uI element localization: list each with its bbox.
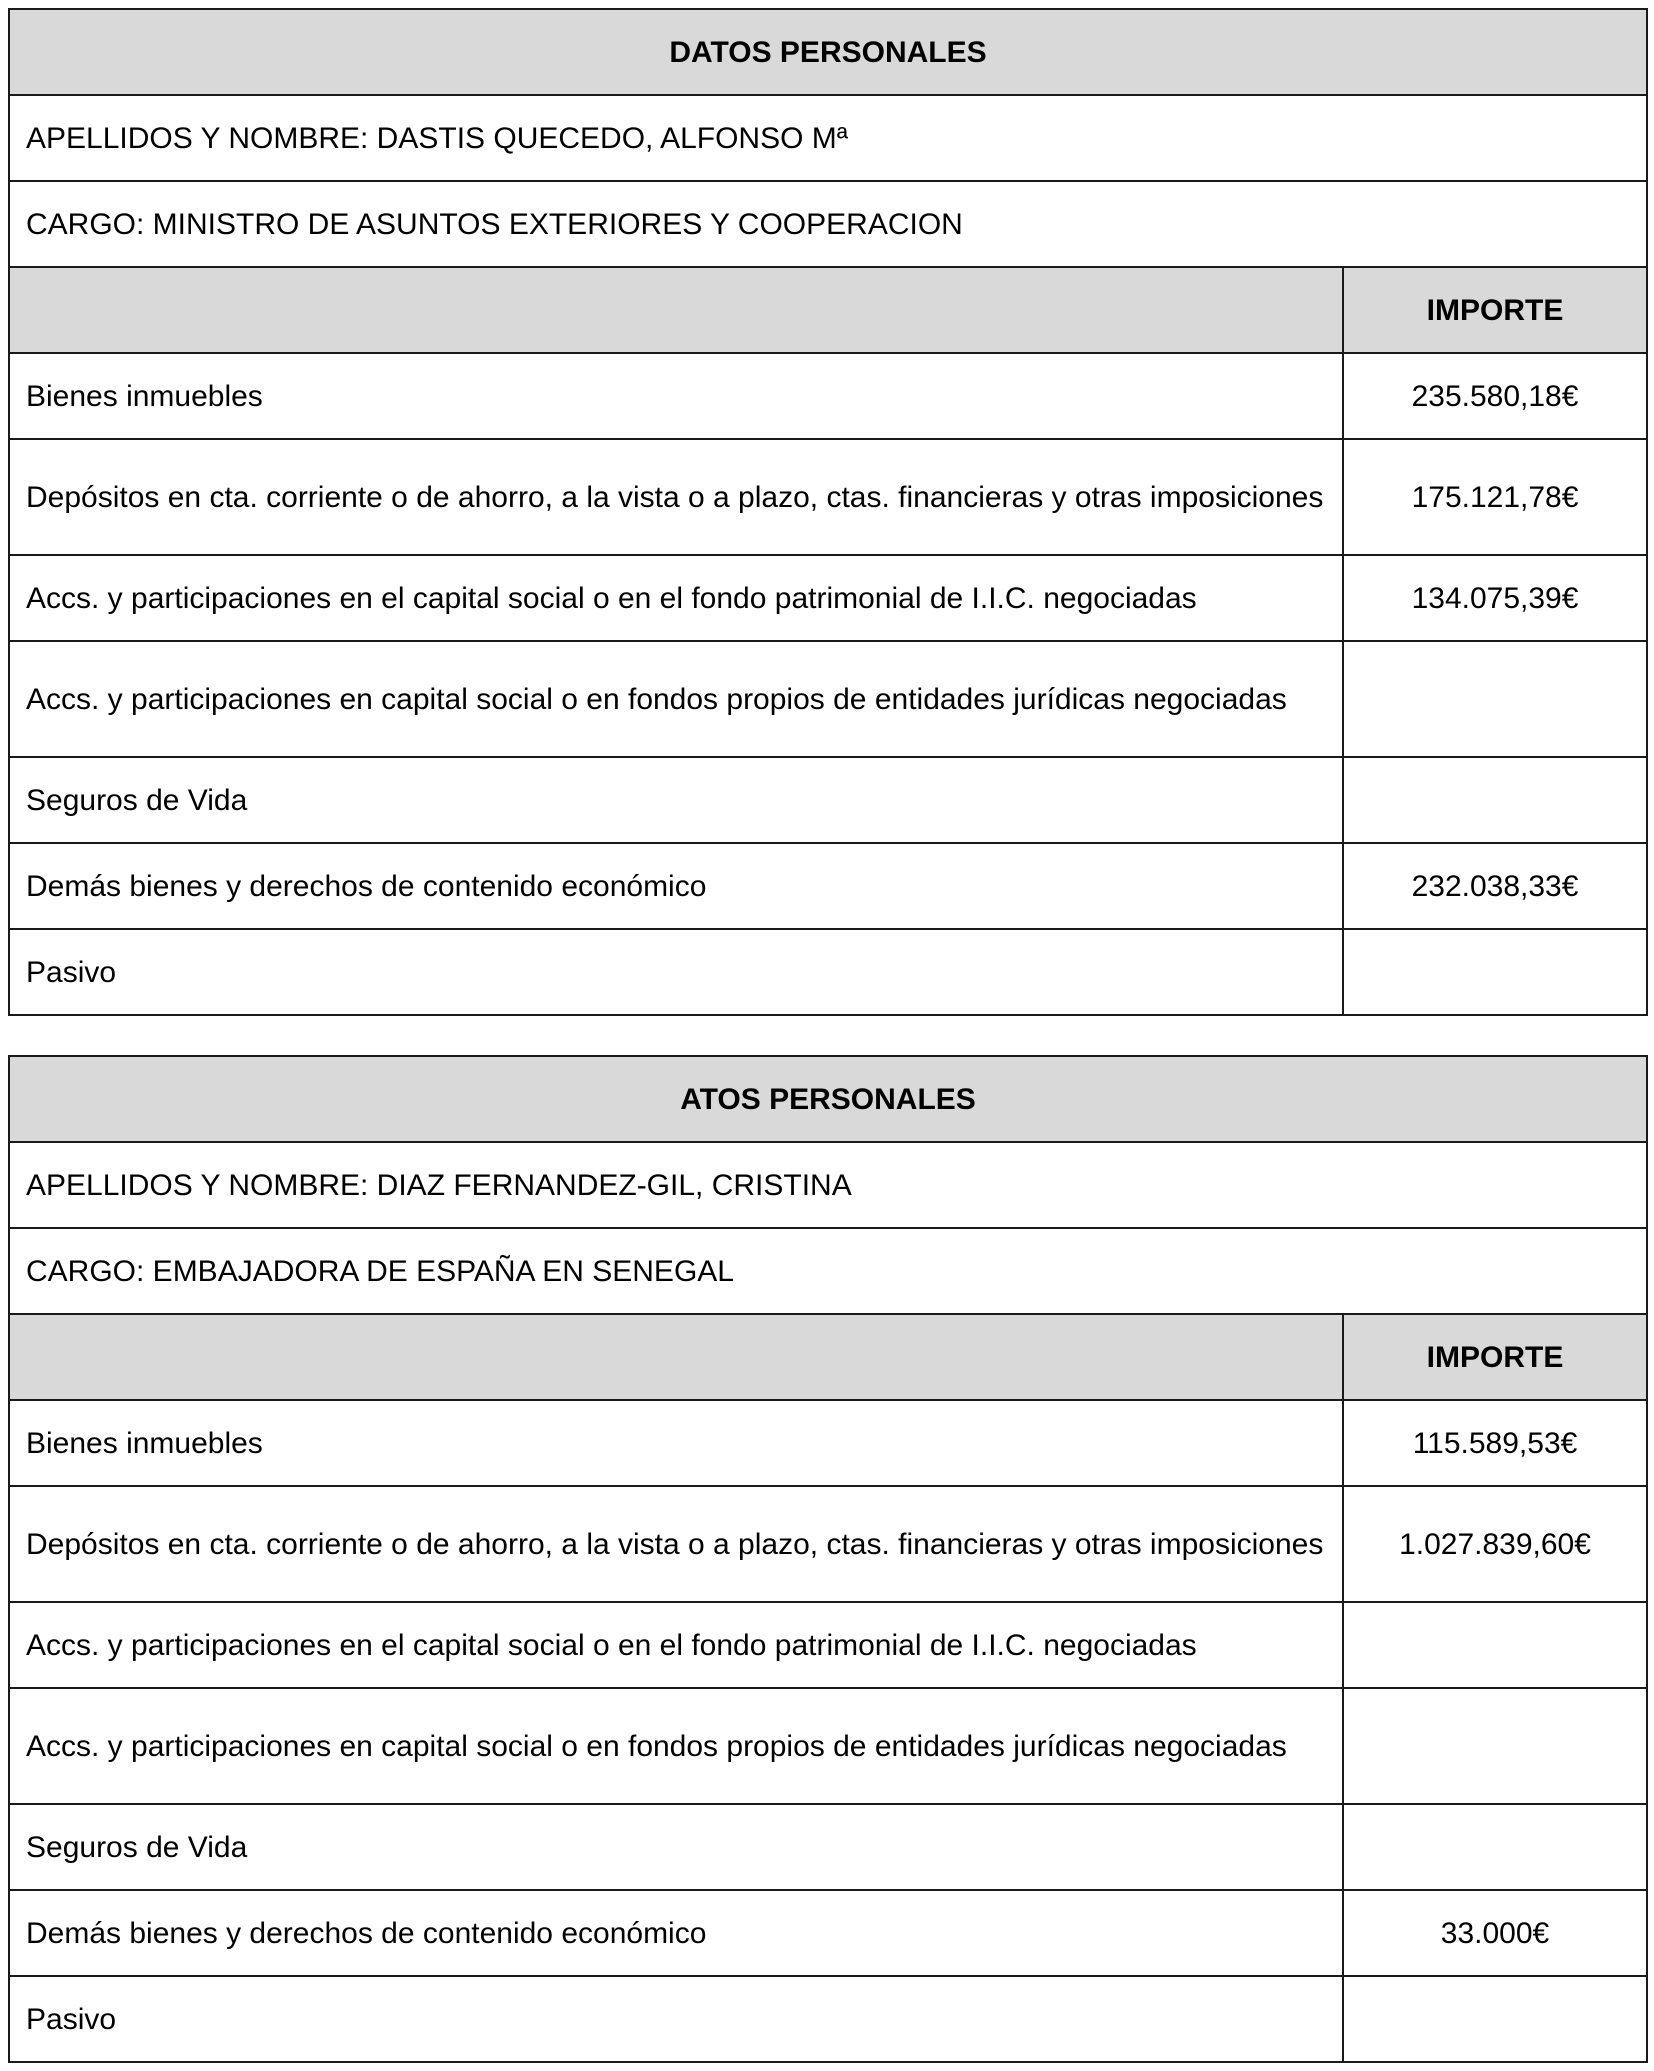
declaration-table: [8, 1055, 1648, 2063]
amount-cell: 232.038,33€: [1343, 843, 1647, 929]
amount-cell: [1343, 1688, 1647, 1804]
table-row: [9, 439, 1647, 555]
amount-cell: 33.000€: [1343, 1890, 1647, 1976]
table-row: [9, 929, 1647, 1015]
amount-cell: 115.589,53€: [1343, 1400, 1647, 1486]
table-row: [9, 1890, 1647, 1976]
amount-cell: 134.075,39€: [1343, 555, 1647, 641]
concept-cell: Depósitos en cta. corriente o de ahorro, a la vista o a plazo, ctas. financieras y otras imposiciones: [9, 439, 1343, 555]
concept-cell: Bienes inmuebles: [9, 1400, 1343, 1486]
cargo-line: CARGO: MINISTRO DE ASUNTOS EXTERIORES Y COOPERACION: [9, 181, 1647, 267]
declaration-table: [8, 8, 1648, 1016]
table-row: [9, 1804, 1647, 1890]
concept-cell: Pasivo: [9, 929, 1343, 1015]
concept-cell: Accs. y participaciones en el capital social o en el fondo patrimonial de I.I.C. negociadas: [9, 555, 1343, 641]
concept-header-cell: [9, 267, 1343, 353]
amount-header: IMPORTE: [1343, 267, 1647, 353]
amount-cell: [1343, 1602, 1647, 1688]
section-title: ATOS PERSONALES: [9, 1056, 1647, 1142]
amount-cell: [1343, 1976, 1647, 2062]
concept-header-cell: [9, 1314, 1343, 1400]
table-row: [9, 353, 1647, 439]
section-title: DATOS PERSONALES: [9, 9, 1647, 95]
concept-cell: Bienes inmuebles: [9, 353, 1343, 439]
amount-cell: 1.027.839,60€: [1343, 1486, 1647, 1602]
concept-cell: Demás bienes y derechos de contenido económico: [9, 843, 1343, 929]
table-row: [9, 641, 1647, 757]
amount-cell: 235.580,18€: [1343, 353, 1647, 439]
table-row: [9, 555, 1647, 641]
table-row: [9, 1976, 1647, 2062]
table-row: [9, 1400, 1647, 1486]
amount-cell: 175.121,78€: [1343, 439, 1647, 555]
concept-cell: Accs. y participaciones en capital social o en fondos propios de entidades jurídicas negociadas: [9, 1688, 1343, 1804]
amount-cell: [1343, 757, 1647, 843]
table-row: [9, 1486, 1647, 1602]
concept-cell: Accs. y participaciones en el capital social o en el fondo patrimonial de I.I.C. negociadas: [9, 1602, 1343, 1688]
table-row: [9, 757, 1647, 843]
table-row: [9, 1602, 1647, 1688]
amount-cell: [1343, 929, 1647, 1015]
amount-cell: [1343, 641, 1647, 757]
table-row: [9, 843, 1647, 929]
cargo-line: CARGO: EMBAJADORA DE ESPAÑA EN SENEGAL: [9, 1228, 1647, 1314]
concept-cell: Accs. y participaciones en capital social o en fondos propios de entidades jurídicas negociadas: [9, 641, 1343, 757]
concept-cell: Seguros de Vida: [9, 757, 1343, 843]
name-line: APELLIDOS Y NOMBRE: DASTIS QUECEDO, ALFONSO Mª: [9, 95, 1647, 181]
concept-cell: Depósitos en cta. corriente o de ahorro, a la vista o a plazo, ctas. financieras y otras imposiciones: [9, 1486, 1343, 1602]
name-line: APELLIDOS Y NOMBRE: DIAZ FERNANDEZ-GIL, CRISTINA: [9, 1142, 1647, 1228]
amount-cell: [1343, 1804, 1647, 1890]
amount-header: IMPORTE: [1343, 1314, 1647, 1400]
concept-cell: Seguros de Vida: [9, 1804, 1343, 1890]
table-row: [9, 1688, 1647, 1804]
concept-cell: Pasivo: [9, 1976, 1343, 2062]
concept-cell: Demás bienes y derechos de contenido económico: [9, 1890, 1343, 1976]
